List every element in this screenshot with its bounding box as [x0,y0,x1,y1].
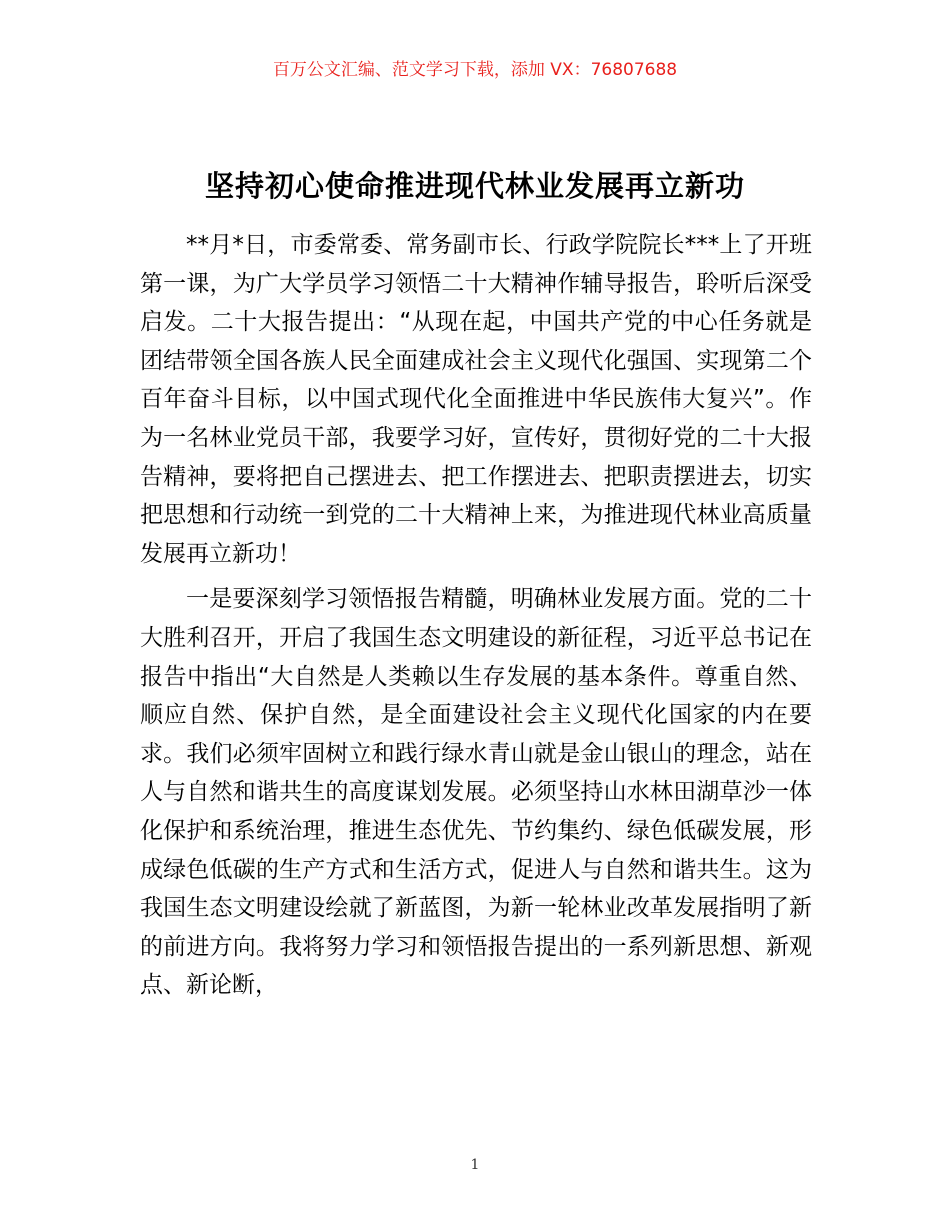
document-body [140,226,812,1005]
paragraph-intro: **月*日，市委常委、常务副市长、行政学院院长***上了开班第一课，为广大学员学习领悟二十大精神作辅导报告，聆听后深受启发。二十大报告提出：“从现在起，中国共产党的中心任务就是团结带领全国各族人民全面建成社会主义现代化强国、实现第二个百年奋斗目标，以中国式现代化全面推进中华民族伟大复兴”。作为一名林业党员干部，我要学习好，宣传好，贯彻好党的二十大报告精神，要将把自己摆进去、把工作摆进去、把职责摆进去，切实把思想和行动统一到党的二十大精神上来，为推进现代林业高质量发展再立新功！ [140,232,812,567]
paragraph-point-one: 一是要深刻学习领悟报告精髓，明确林业发展方面。党的二十大胜利召开，开启了我国生态文明建设的新征程，习近平总书记在报告中指出“大自然是人类赖以生存发展的基本条件。尊重自然、顺应自然、保护自然，是全面建设社会主义现代化国家的内在要求。我们必须牢固树立和践行绿水青山就是金山银山的理念，站在人与自然和谐共生的高度谋划发展。必须坚持山水林田湖草沙一体化保护和系统治理，推进生态优先、节约集约、绿色低碳发展，形成绿色低碳的生产方式和生活方式，促进人与自然和谐共生。这为我国生态文明建设绘就了新蓝图，为新一轮林业改革发展指明了新的前进方向。我将努力学习和领悟报告提出的一系列新思想、新观点、新论断， [140,586,812,999]
header-note: 百万公文汇编、范文学习下载，添加 VX：76807688 [272,60,678,80]
page-number: 1 [470,1157,480,1173]
document-title: 坚持初心使命推进现代林业发展再立新功 [204,169,745,203]
